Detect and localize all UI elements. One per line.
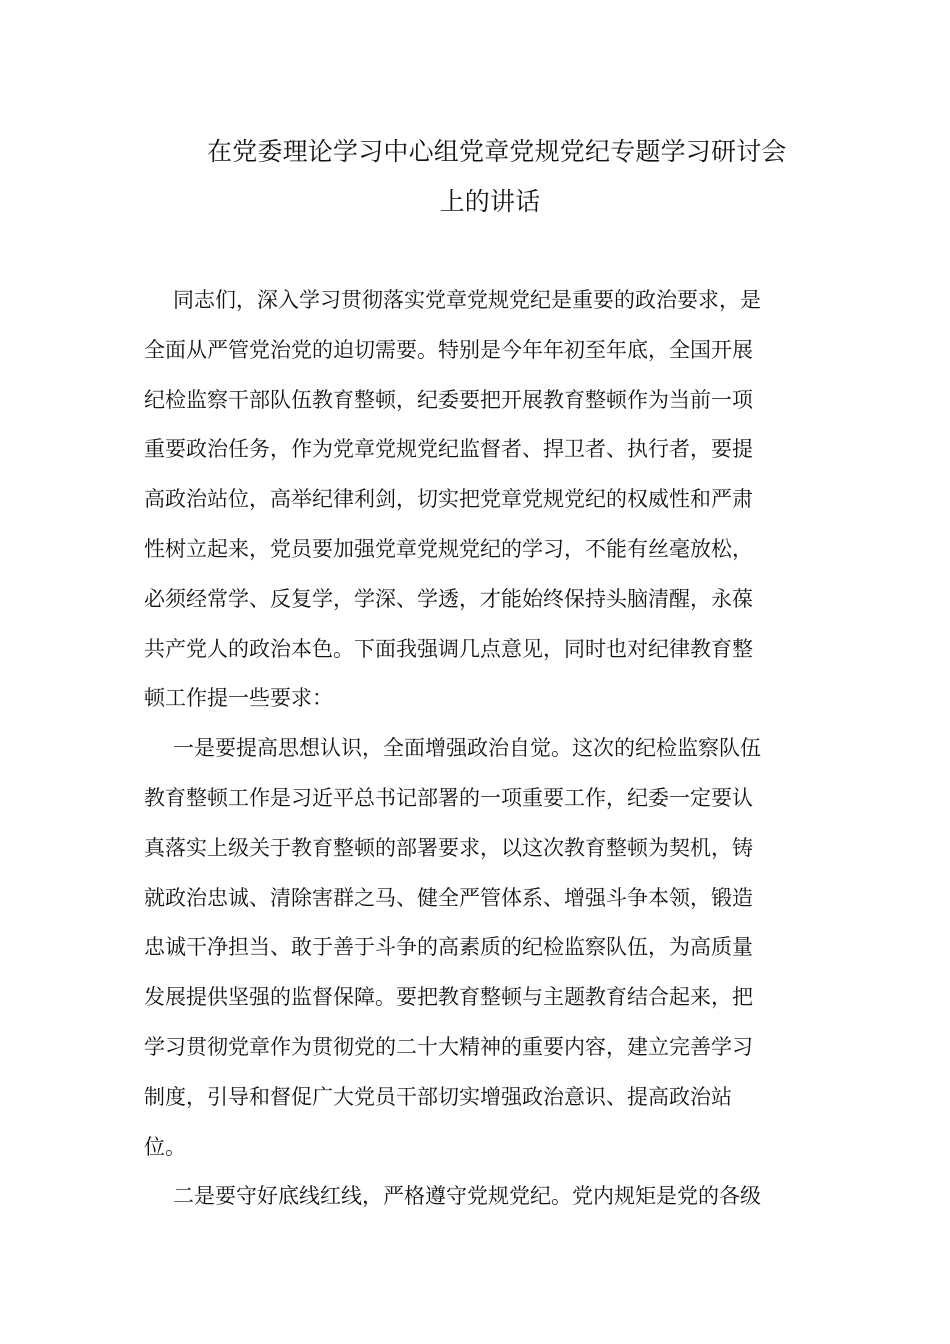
text-line: 真落实上级关于教育整顿的部署要求，以这次教育整顿为契机，铸: [144, 835, 753, 860]
paragraph-point-two: [144, 1172, 814, 1222]
text-line: 一是要提高思想认识，全面增强政治自觉。这次的纪检监察队伍: [173, 736, 761, 761]
title-line-1: 在党委理论学习中心组党章党规党纪专题学习研讨会: [207, 137, 787, 166]
text-line: 顿工作提一些要求：: [144, 686, 333, 711]
text-line: 同志们，深入学习贯彻落实党章党规党纪是重要的政治要求，是: [173, 288, 761, 312]
text-line: 共产党人的政治本色。下面我强调几点意见，同时也对纪律教育整: [144, 636, 753, 661]
paragraph-point-one: [144, 724, 814, 1172]
text-line: 必须经常学、反复学，学深、学透，才能始终保持头脑清醒，永葆: [144, 586, 753, 611]
text-line: 发展提供坚强的监督保障。要把教育整顿与主题教育结合起来，把: [144, 985, 753, 1010]
text-line: 重要政治任务，作为党章党规党纪监督者、捍卫者、执行者，要提: [144, 437, 753, 462]
document-title: [160, 127, 840, 227]
text-line: 位。: [144, 1134, 186, 1159]
text-line: 性树立起来，党员要加强党章党规党纪的学习，不能有丝毫放松，: [144, 536, 753, 561]
text-line: 学习贯彻党章作为贯彻党的二十大精神的重要内容，建立完善学习: [144, 1034, 753, 1059]
title-line-2: 上的讲话: [439, 187, 541, 216]
text-line: 教育整顿工作是习近平总书记部署的一项重要工作，纪委一定要认: [144, 785, 753, 810]
paragraph-opening: [144, 276, 814, 724]
document-body: [144, 276, 814, 1222]
text-line: 二是要守好底线红线，严格遵守党规党纪。党内规矩是党的各级: [173, 1184, 761, 1209]
text-line: 纪检监察干部队伍教育整顿，纪委要把开展教育整顿作为当前一项: [144, 387, 753, 412]
text-line: 制度，引导和督促广大党员干部切实增强政治意识、提高政治站: [144, 1084, 732, 1109]
text-line: 忠诚干净担当、敢于善于斗争的高素质的纪检监察队伍，为高质量: [144, 935, 753, 960]
text-line: 就政治忠诚、清除害群之马、健全严管体系、增强斗争本领，锻造: [144, 885, 753, 910]
text-line: 高政治站位，高举纪律利剑，切实把党章党规党纪的权威性和严肃: [144, 487, 753, 512]
text-line: 全面从严管党治党的迫切需要。特别是今年年初至年底，全国开展: [144, 337, 753, 362]
